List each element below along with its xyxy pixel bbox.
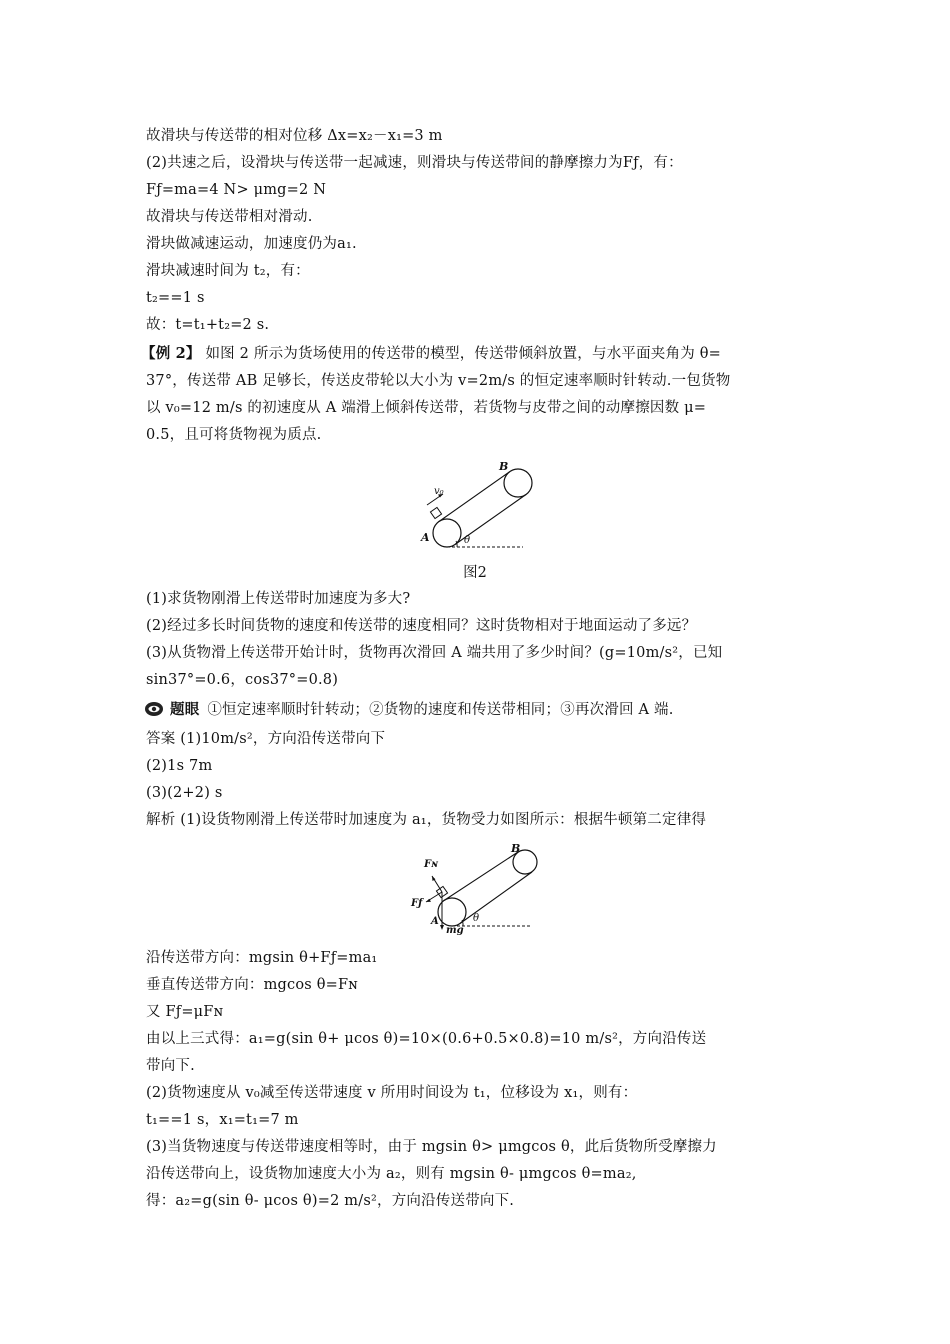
- force-diagram-figure: [408, 840, 538, 940]
- analysis-line: 沿传送带方向：mgsin θ+Fƒ=ma₁: [146, 950, 378, 966]
- label-b: B: [499, 460, 509, 473]
- label-a: A: [431, 916, 439, 927]
- text-line: 以 v₀=12 m/s 的初速度从 A 端滑上倾斜传送带，若货物与皮带之间的动摩擦因数 μ=: [146, 400, 707, 416]
- answer-line: 答案 (1)10m/s²，方向沿传送带向下: [146, 731, 386, 747]
- text-line: sin37°=0.6，cos37°=0.8): [146, 672, 339, 688]
- question-1: (1)求货物刚滑上传送带时加速度为多大?: [146, 591, 411, 607]
- analysis-line: 解析 (1)设货物刚滑上传送带时加速度为 a₁，货物受力如图所示：根据牛顿第二定律得: [146, 812, 707, 828]
- conveyor-belt-figure: [415, 455, 535, 555]
- text-line: Fƒ=ma=4 N> μmg=2 N: [146, 182, 327, 198]
- example-heading-line: [141, 344, 821, 364]
- text-line: 0.5，且可将货物视为质点.: [146, 427, 322, 443]
- text-line: 滑块做减速运动，加速度仍为a₁.: [146, 236, 357, 252]
- example-text: 如图 2 所示为货场使用的传送带的模型，传送带倾斜放置，与水平面夹角为 θ=: [200, 346, 721, 362]
- analysis-line: 得：a₂=g(sin θ- μcos θ)=2 m/s²，方向沿传送带向下.: [146, 1193, 515, 1209]
- analysis-line: 带向下.: [146, 1058, 195, 1074]
- eye-icon: [144, 701, 164, 723]
- key-points-line: [144, 700, 824, 723]
- text-line: 故滑块与传送带的相对位移 Δx=x₂－x₁=3 m: [146, 128, 443, 144]
- key-points-text: ①恒定速率顺时针转动；②货物的速度和传送带相同；③再次滑回 A 端.: [207, 702, 674, 718]
- text-line: 故：t=t₁+t₂=2 s.: [146, 317, 270, 333]
- label-a: A: [421, 531, 430, 544]
- text-line: 滑块减速时间为 t₂，有：: [146, 263, 310, 279]
- analysis-line: 垂直传送带方向：mgcos θ=Fɴ: [146, 977, 358, 993]
- label-v0: v₀: [434, 486, 444, 497]
- label-fn: Fɴ: [424, 859, 439, 870]
- example-tag: 【例 2】: [141, 345, 201, 362]
- answer-line: (3)(2+2) s: [146, 785, 223, 801]
- answer-line: (2)1s 7m: [146, 758, 213, 774]
- label-mg: mg: [446, 925, 464, 936]
- text-line: 37°，传送带 AB 足够长，传送皮带轮以大小为 v=2m/s 的恒定速率顺时针转动.一包货物: [146, 373, 731, 389]
- analysis-line: t₁==1 s，x₁=t₁=7 m: [146, 1112, 299, 1128]
- analysis-line: (2)货物速度从 v₀减至传送带速度 v 所用时间设为 t₁，位移设为 x₁，则有：: [146, 1085, 638, 1101]
- text-line: (2)共速之后，设滑块与传送带一起减速，则滑块与传送带间的静摩擦力为Fƒ，有：: [146, 155, 683, 171]
- question-3: (3)从货物滑上传送带开始计时，货物再次滑回 A 端共用了多少时间？(g=10m/s²，已知: [146, 645, 723, 661]
- text-line: t₂==1 s: [146, 290, 205, 306]
- key-points-tag: 题眼: [170, 701, 200, 718]
- label-theta: θ: [473, 913, 480, 924]
- analysis-line: 沿传送带向上，设货物加速度大小为 a₂，则有 mgsin θ- μmgcos θ=ma₂,: [146, 1166, 637, 1182]
- label-ff: Fƒ: [411, 898, 423, 909]
- label-b: B: [511, 842, 521, 855]
- text-line: 故滑块与传送带相对滑动.: [146, 209, 313, 225]
- figure-caption: 图2: [463, 565, 487, 581]
- analysis-line: 又 Fƒ=μFɴ: [146, 1004, 224, 1020]
- analysis-line: (3)当货物速度与传送带速度相等时，由于 mgsin θ> μmgcos θ，此后货物所受摩擦力: [146, 1139, 717, 1155]
- analysis-line: 由以上三式得：a₁=g(sin θ+ μcos θ)=10×(0.6+0.5×0.8)=10 m/s²，方向沿传送: [146, 1031, 707, 1047]
- label-theta: θ: [464, 535, 471, 546]
- question-2: (2)经过多长时间货物的速度和传送带的速度相同？这时货物相对于地面运动了多远？: [146, 618, 697, 634]
